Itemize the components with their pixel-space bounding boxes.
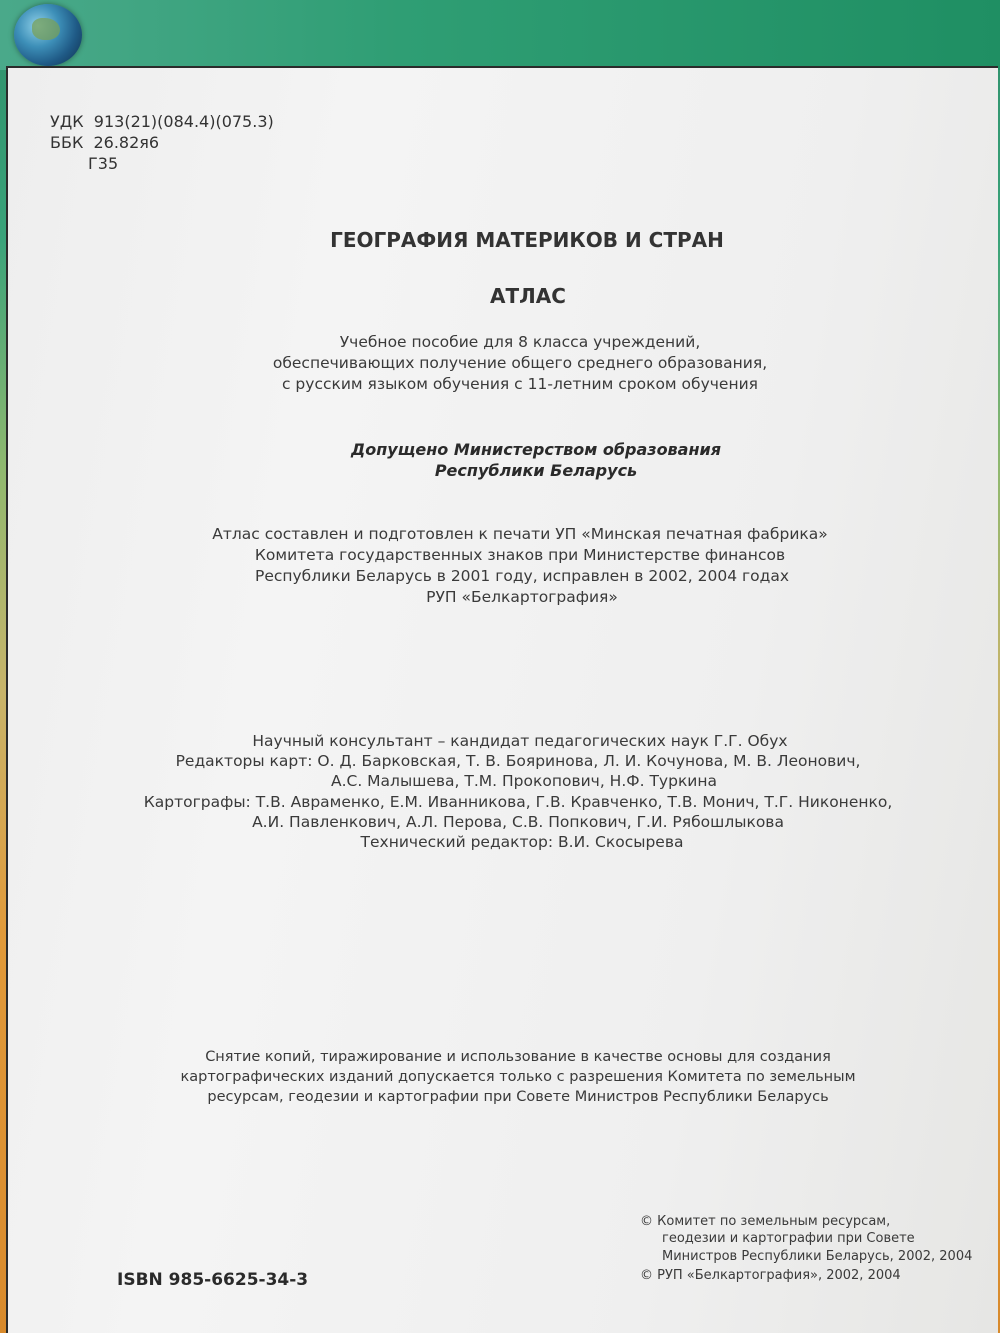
credits-line-1: Научный консультант – кандидат педагогических наук Г.Г. Обух xyxy=(252,732,788,750)
author-mark: Г35 xyxy=(88,154,119,173)
compiled-line-4: РУП «Белкартография» xyxy=(426,588,618,606)
udk-code: УДК 913(21)(084.4)(075.3) xyxy=(50,112,274,131)
compiled-line-1: Атлас составлен и подготовлен к печати УП «Минская печатная фабрика» xyxy=(212,525,828,543)
description-line-1: Учебное пособие для 8 класса учреждений, xyxy=(339,333,701,351)
page-title: ГЕОГРАФИЯ МАТЕРИКОВ И СТРАН xyxy=(330,228,724,252)
credits-line-2: Редакторы карт: О. Д. Барковская, Т. В. Бояринова, Л. И. Кочунова, М. В. Леонович, xyxy=(175,752,861,770)
bbk-code: ББК 26.82я6 xyxy=(50,133,160,152)
compiled-line-2: Комитета государственных знаков при Министерстве финансов xyxy=(254,546,786,564)
cover-top-band xyxy=(0,0,1000,70)
credits-line-5: А.И. Павленкович, А.Л. Перова, С.В. Попкович, Г.И. Рябошлыкова xyxy=(252,813,784,831)
credits-line-6: Технический редактор: В.И. Скосырева xyxy=(360,833,684,851)
credits-line-4: Картографы: Т.В. Авраменко, Е.М. Иванникова, Г.В. Кравченко, Т.В. Монич, Т.Г. Никоненко, xyxy=(143,793,893,811)
copyright-line-2: геодезии и картографии при Совете xyxy=(662,1231,915,1246)
copyright-line-3: Министров Республики Беларусь, 2002, 2004 xyxy=(662,1249,973,1264)
approval-line-2: Республики Беларусь xyxy=(434,461,638,480)
restriction-line-1: Снятие копий, тиражирование и использование в качестве основы для создания xyxy=(205,1049,831,1065)
compiled-line-3: Республики Беларусь в 2001 году, исправлен в 2002, 2004 годах xyxy=(254,567,790,585)
copyright-line-4: © РУП «Белкартография», 2002, 2004 xyxy=(640,1268,901,1283)
description-line-2: обеспечивающих получение общего среднего образования, xyxy=(272,354,768,372)
description-line-3: с русским языком обучения с 11-летним сроком обучения xyxy=(281,375,758,393)
copyright-line-1: © Комитет по земельным ресурсам, xyxy=(640,1214,891,1229)
credits-line-3: А.С. Малышева, Т.М. Прокопович, Н.Ф. Туркина xyxy=(330,772,718,790)
title-page xyxy=(6,66,998,1333)
page-subtitle: АТЛАС xyxy=(490,284,566,308)
restriction-line-2: картографических изданий допускается только с разрешения Комитета по земельным xyxy=(180,1069,856,1085)
restriction-line-3: ресурсам, геодезии и картографии при Совете Министров Республики Беларусь xyxy=(207,1089,829,1105)
isbn: ISBN 985-6625-34-3 xyxy=(117,1270,309,1290)
approval-line-1: Допущено Министерством образования xyxy=(350,440,722,459)
globe-icon xyxy=(14,4,82,66)
